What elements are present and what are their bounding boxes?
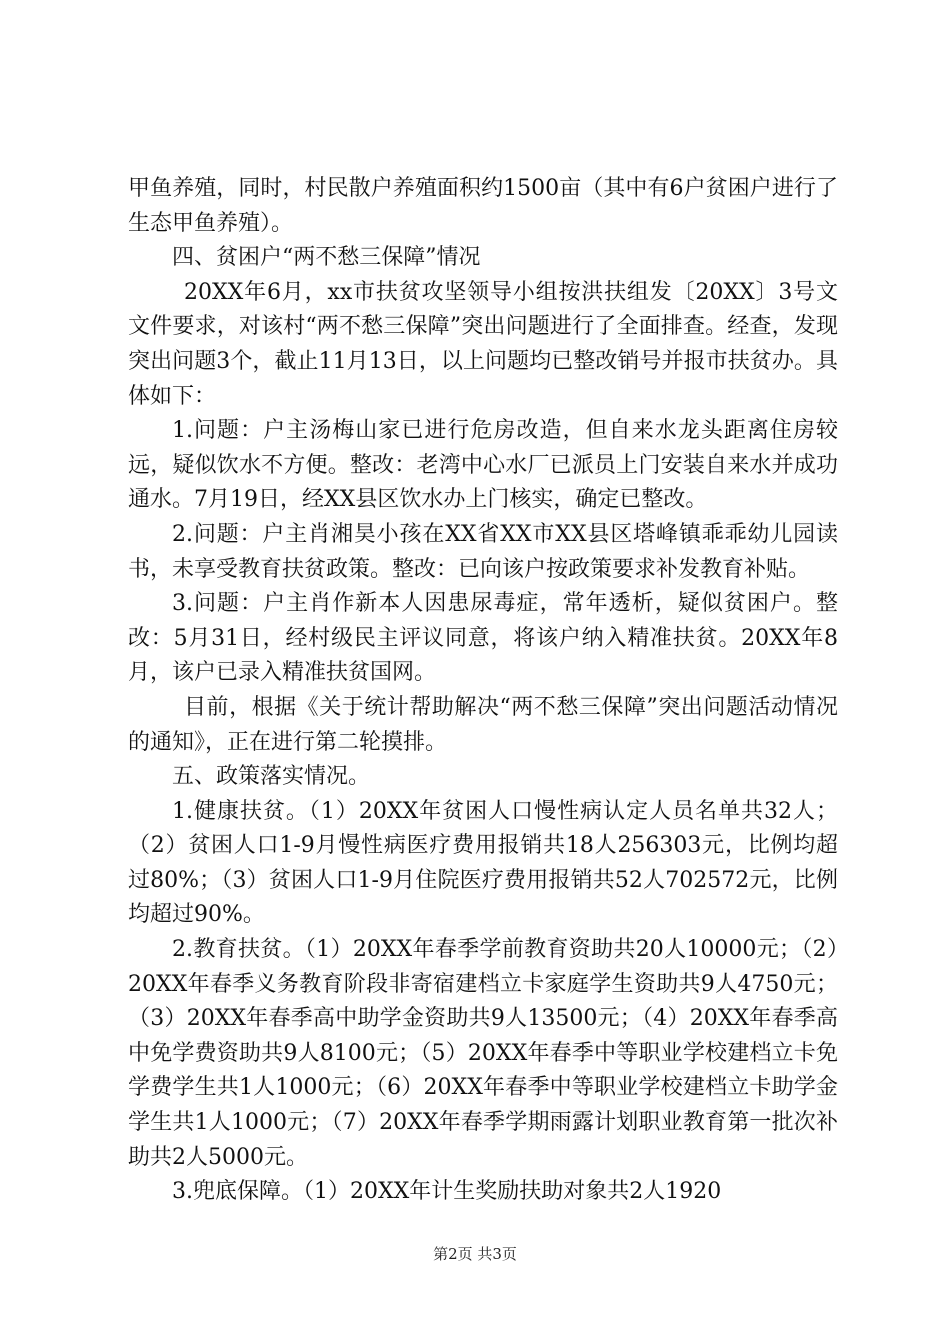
heading-section-five: 五、政策落实情况。 — [172, 764, 371, 790]
paragraph-inspection: 20XX年6月，xx市扶贫攻坚领导小组按洪扶组发〔20XX〕3号文文件要求，对该村“两不愁三保障”突出问题进行了全面排查。经查，发现突出问题3个，截止11月13日，以上问题均已整改销号并报市扶贫办。具体如下： — [128, 279, 838, 409]
paragraph-second-round: 目前，根据《关于统计帮助解决“两不愁三保障”突出问题活动情况的通知》，正在进行第二轮摸排。 — [128, 694, 838, 755]
paragraph-issue-one: 1.问题：户主汤梅山家已进行危房改造，但自来水龙头距离住房较远，疑似饮水不方便。整改：老湾中心水厂已派员上门安装自来水并成功通水。7月19日，经XX县区饮水办上门核实，确定已整改。 — [128, 418, 838, 513]
heading-section-four: 四、贫困户“两不愁三保障”情况 — [172, 245, 481, 271]
paragraph-education-poverty: 2.教育扶贫。（1）20XX年春季学前教育资助共20人10000元；（2）20XX年春季义务教育阶段非寄宿建档立卡家庭学生资助共9人4750元；（3）20XX年春季高中助学金资助共9人13500元；（4）20XX年春季高中免学费资助共9人8100元；（5）20XX年春季中等职业学校建档立卡免学费学生共1人1000元；（6）20XX年春季中等职业学校建档立卡助学金学生共1人1000元；（7）20XX年春季学期雨露计划职业教育第一批次补助共2人5000元。 — [128, 937, 838, 1170]
paragraph-issue-three: 3.问题：户主肖作新本人因患尿毒症，常年透析，疑似贫困户。整改：5月31日，经村级民主评议同意，将该户纳入精准扶贫。20XX年8月，该户已录入精准扶贫国网。 — [128, 591, 838, 686]
paragraph-issue-two: 2.问题：户主肖湘昊小孩在XX省XX市XX县区塔峰镇乖乖幼儿园读书，未享受教育扶贫政策。整改：已向该户按政策要求补发教育补贴。 — [128, 521, 838, 582]
document-body — [128, 172, 838, 1210]
page-number-label: 第2页 共3页 — [433, 1245, 517, 1263]
page-footer — [0, 1243, 950, 1264]
paragraph-fish-farming: 甲鱼养殖，同时，村民散户养殖面积约1500亩（其中有6户贫困户进行了生态甲鱼养殖）。 — [128, 176, 838, 236]
paragraph-health-poverty: 1.健康扶贫。（1）20XX年贫困人口慢性病认定人员名单共32人；（2）贫困人口1-9月慢性病医疗费用报销共18人256303元，比例均超过80%；（3）贫困人口1-9月住院医疗费用报销共52人702572元，比例均超过90%。 — [128, 798, 838, 928]
paragraph-basic-security: 3.兜底保障。（1）20XX年计生奖励扶助对象共2人1920 — [172, 1179, 722, 1205]
